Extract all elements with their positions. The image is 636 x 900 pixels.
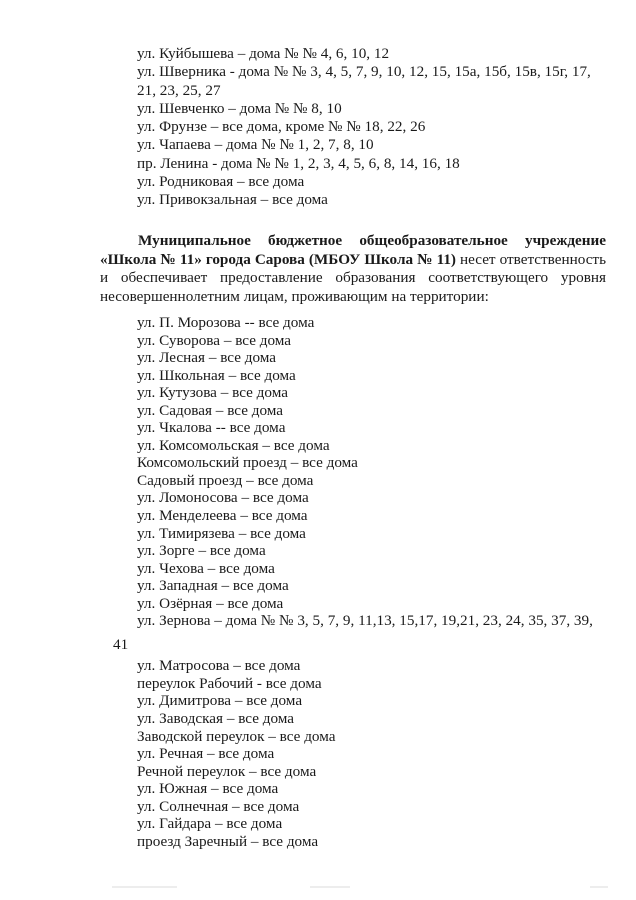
paragraph-body: несет ответственность и обеспечивает предоставление образования соответствующего уровня несовершеннолетним лицам, проживающим на территории: [100, 250, 606, 305]
separator: – [203, 559, 220, 577]
separator: – [247, 832, 263, 850]
separator: – [207, 780, 223, 798]
address-item [137, 349, 607, 367]
street-name: ул. Чапаева [137, 136, 211, 154]
separator: – [206, 118, 223, 136]
address-item [137, 454, 607, 472]
address-item [137, 657, 607, 675]
separator: – [258, 436, 274, 454]
address-item [137, 45, 607, 63]
scan-artifact [310, 886, 350, 888]
separator: – [231, 692, 247, 710]
street-name: ул. Речная [137, 745, 204, 763]
street-name: Комсомольский проезд [137, 454, 287, 472]
street-name: ул. Суворова [137, 331, 221, 349]
address-item [137, 314, 607, 332]
house-numbers: все дома [279, 727, 336, 745]
street-name: Садовый проезд [137, 471, 243, 489]
street-name: переулок Рабочий [137, 674, 254, 692]
address-item [137, 710, 607, 728]
house-numbers: все дома [220, 349, 277, 367]
street-name: проезд Заречный [137, 832, 248, 850]
separator: – [233, 45, 250, 62]
house-numbers: дома № № 4, 6, 10, 12 [249, 45, 390, 62]
separator: - [253, 674, 266, 692]
street-name: ул. Южная [137, 780, 208, 798]
street-name: Заводской переулок [137, 727, 265, 745]
scan-artifact [112, 886, 177, 888]
address-item [137, 577, 607, 595]
street-name: ул. Комсомольская [137, 436, 259, 454]
street-name: ул. П. Морозова [137, 314, 241, 331]
street-name: Речной переулок [137, 762, 246, 780]
address-item [137, 675, 607, 693]
separator: – [242, 471, 258, 489]
address-item [137, 419, 607, 437]
street-name: ул. Родниковая [137, 173, 234, 191]
address-item [137, 100, 607, 118]
address-item [137, 489, 607, 507]
address-item [137, 136, 607, 154]
street-name: ул. Чкалова [137, 419, 212, 437]
separator: – [220, 331, 236, 349]
street-name: ул. Чехова [137, 559, 204, 577]
school-paragraph [100, 232, 606, 306]
address-item [137, 118, 607, 136]
house-numbers: все дома [227, 594, 284, 612]
house-numbers: все дома [229, 419, 286, 437]
separator: – [223, 710, 239, 728]
house-numbers: все дома [252, 489, 309, 507]
address-item [113, 612, 607, 653]
house-numbers: все дома [273, 436, 330, 454]
house-numbers: все дома [246, 692, 303, 710]
scan-artifact [590, 886, 608, 888]
house-numbers: все дома [222, 780, 279, 798]
separator: – [286, 454, 303, 472]
house-numbers: все дома [227, 401, 284, 419]
separator: – [234, 524, 251, 542]
separator: – [224, 99, 240, 117]
separator: – [211, 815, 227, 833]
separator: – [224, 366, 240, 384]
house-numbers: все дома [272, 191, 328, 209]
school-name-bold: Муниципальное бюджетное общеобразовательное учреждение «Школа № 11» города Сарова (МБОУ Школа № 11) [100, 232, 606, 268]
street-name: ул. Куйбышева [137, 45, 234, 62]
street-name: ул. Садовая [137, 401, 212, 419]
address-item [137, 728, 607, 746]
address-item [137, 155, 607, 173]
house-numbers: дома № № 1, 2, 3, 4, 5, 6, 8, 14, 16, 18 [221, 154, 460, 172]
address-item [137, 367, 607, 385]
address-item [137, 384, 607, 402]
address-item [137, 472, 607, 490]
separator: -- [240, 314, 259, 331]
street-name: ул. Шевченко [137, 99, 225, 117]
address-item [137, 332, 607, 350]
separator: – [236, 507, 252, 525]
house-numbers-continuation: 41 [113, 635, 129, 653]
separator: – [212, 594, 228, 612]
address-item [137, 815, 607, 833]
house-numbers: все дома [302, 454, 358, 472]
street-name: ул. Матросова [137, 657, 230, 675]
house-numbers: дома № № 3, 5, 7, 9, 11,13, 15,17, 19,21, 23, 24, 35, 37, 39, [225, 612, 593, 630]
street-name: ул. Фрунзе [137, 118, 207, 136]
house-numbers: все дома [243, 797, 300, 815]
separator: – [203, 745, 219, 763]
address-list-top [137, 45, 607, 210]
house-numbers: дома № № 3, 4, 5, 7, 9, 10, 12, 15, 15а, 15б, 15в, 15г, 17, 21, 23, 25, 27 [137, 63, 591, 99]
separator: – [233, 173, 249, 191]
house-numbers: дома № № 8, 10 [239, 99, 342, 117]
address-item [137, 173, 607, 191]
street-name: пр. Ленина [137, 154, 209, 172]
house-numbers: все дома [262, 832, 319, 850]
house-numbers: все дома, кроме № № 18, 22, 26 [222, 118, 426, 136]
house-numbers: все дома [239, 366, 296, 384]
separator: – [256, 191, 273, 209]
address-item [137, 798, 607, 816]
house-numbers: все дома [260, 762, 317, 780]
separator: - [208, 154, 222, 172]
separator: – [194, 542, 210, 560]
separator: – [245, 762, 261, 780]
separator: – [229, 657, 245, 675]
street-name: ул. Школьная [137, 366, 225, 384]
address-item [137, 833, 607, 851]
street-name: ул. Озёрная [137, 594, 213, 612]
separator: – [210, 136, 227, 154]
street-name: ул. Солнечная [137, 797, 229, 815]
separator: – [216, 384, 233, 402]
house-numbers: все дома [238, 710, 295, 728]
house-numbers: все дома [265, 674, 322, 692]
street-name: ул. Тимирязева [137, 524, 235, 542]
address-item [137, 525, 607, 543]
street-name: ул. Ломоносова [137, 489, 238, 507]
address-item [137, 560, 607, 578]
street-name: ул. Заводская [137, 710, 224, 728]
separator: – [212, 401, 228, 419]
separator: – [217, 577, 233, 595]
street-name: ул. Западная [137, 577, 218, 595]
house-numbers: все дома [244, 657, 301, 675]
separator: – [228, 797, 244, 815]
separator: – [264, 727, 280, 745]
street-name: ул. Шверника [137, 63, 226, 81]
street-name: ул. Менделеева [137, 507, 237, 525]
house-numbers: все дома [232, 577, 289, 595]
street-name: ул. Димитрова [137, 692, 232, 710]
house-numbers: все дома [251, 507, 308, 525]
house-numbers: все дома [258, 314, 315, 331]
address-item [137, 745, 607, 763]
address-item [137, 595, 607, 613]
separator: – [237, 489, 253, 507]
street-name: ул. Зернова [137, 612, 211, 630]
address-item [137, 507, 607, 525]
street-name: ул. Гайдара [137, 815, 212, 833]
street-name: ул. Кутузова [137, 384, 217, 402]
house-numbers: все дома [232, 384, 288, 402]
address-item [137, 780, 607, 798]
address-item [137, 542, 607, 560]
house-numbers: все дома [235, 331, 292, 349]
address-item [137, 402, 607, 420]
separator: - [225, 63, 239, 81]
street-name: ул. Лесная [137, 349, 206, 367]
address-list-bottom [113, 314, 607, 850]
separator: -- [211, 419, 230, 437]
separator: – [210, 612, 226, 630]
house-numbers: все дома [250, 524, 306, 542]
address-item [137, 692, 607, 710]
address-item [137, 437, 607, 455]
house-numbers: все дома [219, 559, 275, 577]
house-numbers: дома № № 1, 2, 7, 8, 10 [226, 136, 374, 154]
street-name: ул. Зорге [137, 542, 195, 560]
house-numbers: все дома [218, 745, 275, 763]
house-numbers: все дома [209, 542, 266, 560]
address-item [137, 63, 607, 100]
address-item [137, 191, 607, 209]
address-item [137, 763, 607, 781]
house-numbers: все дома [226, 815, 283, 833]
house-numbers: все дома [248, 173, 305, 191]
street-name: ул. Привокзальная [137, 191, 257, 209]
separator: – [205, 349, 221, 367]
house-numbers: все дома [257, 471, 314, 489]
